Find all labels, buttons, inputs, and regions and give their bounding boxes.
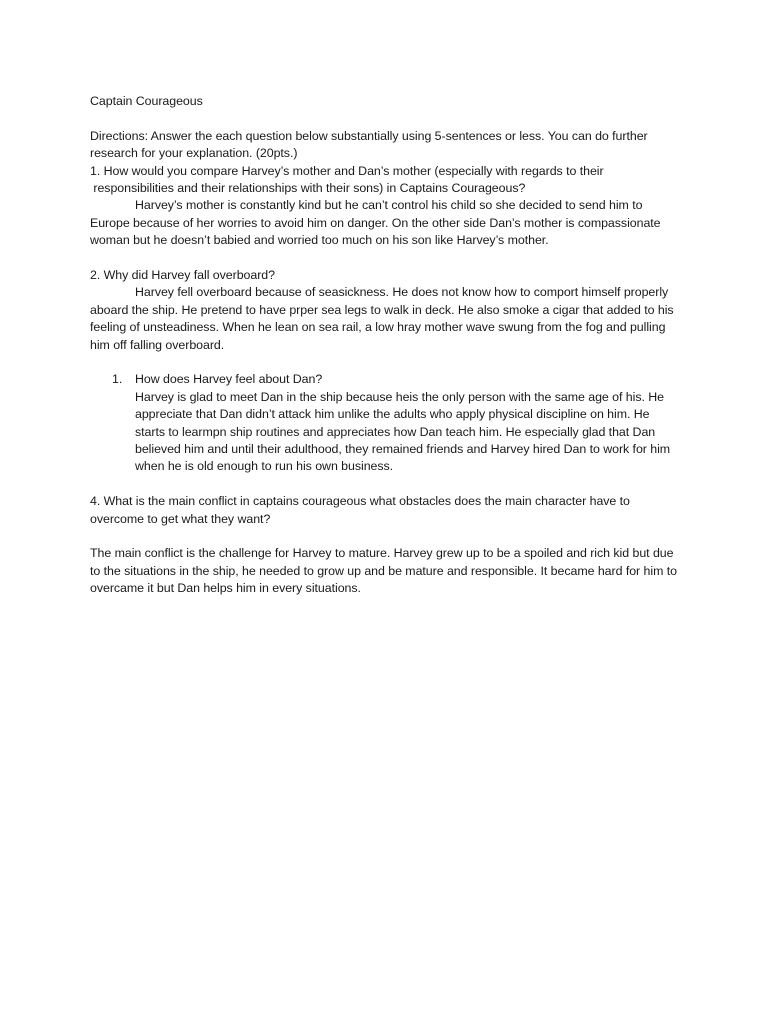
question-1-text-line2: responsibilities and their relationships with their sons) in Captains Courageous? — [90, 181, 526, 196]
document-body — [90, 93, 680, 598]
answer-1-text: Harvey’s mother is constantly kind but he can’t control his child so she decided to send him to Europe because of her worries to avoid him on danger. On the other side Dan’s mother is compassionate woman but he doesn’t babied and worried too much on his son like Harvey’s mother. — [90, 198, 661, 248]
question-1-text-line1: 1. How would you compare Harvey’s mother and Dan’s mother (especially with regards to their — [90, 163, 604, 178]
document-title: Captain Courageous — [90, 94, 203, 108]
question-3-text: How does Harvey feel about Dan? — [135, 372, 323, 387]
paragraph-gap — [90, 250, 680, 267]
answer-2-text: Harvey fell overboard because of seasickness. He does not know how to comport himself properly aboard the ship. He pretend to have prper sea legs to walk in deck. He also smoke a cigar that added to his feeling of unsteadiness. When he lean on sea rail, a low hray mother wave swung from the fog and pulling him off falling overboard. — [90, 285, 674, 352]
list-number: 1. — [112, 372, 123, 387]
paragraph-gap — [90, 528, 680, 545]
directions-text: Directions: Answer the each question below substantially using 5-sentences or less. You can do further research for your explanation. (20pts.) — [90, 128, 648, 161]
answer-4-text: The main conflict is the challenge for Harvey to mature. Harvey grew up to be a spoiled and rich kid but due to the situations in the ship, he needed to grow up and be mature and responsible. It became hard for him to overcame it but Dan helps him in every situations. — [90, 546, 677, 596]
question-3 — [90, 371, 680, 475]
paragraph-gap — [90, 354, 680, 371]
question-2-text: 2. Why did Harvey fall overboard? — [90, 268, 275, 283]
question-4-text: 4. What is the main conflict in captains courageous what obstacles does the main character have to overcome to get what they want? — [90, 494, 630, 526]
answer-3-text: Harvey is glad to meet Dan in the ship because heis the only person with the same age of his. He appreciate that Dan didn’t attack him unlike the adults who apply physical discipline on him. He starts to learmpn ship routines and appreciates how Dan teach him. He especially glad that Dan believed him and until their adulthood, they remained friends and Harvey hired Dan to work for him when he is old enough to run his own business. — [135, 389, 671, 474]
question-4 — [90, 493, 680, 597]
question-1 — [90, 163, 680, 250]
question-2 — [90, 267, 680, 354]
paragraph-gap — [90, 476, 680, 493]
